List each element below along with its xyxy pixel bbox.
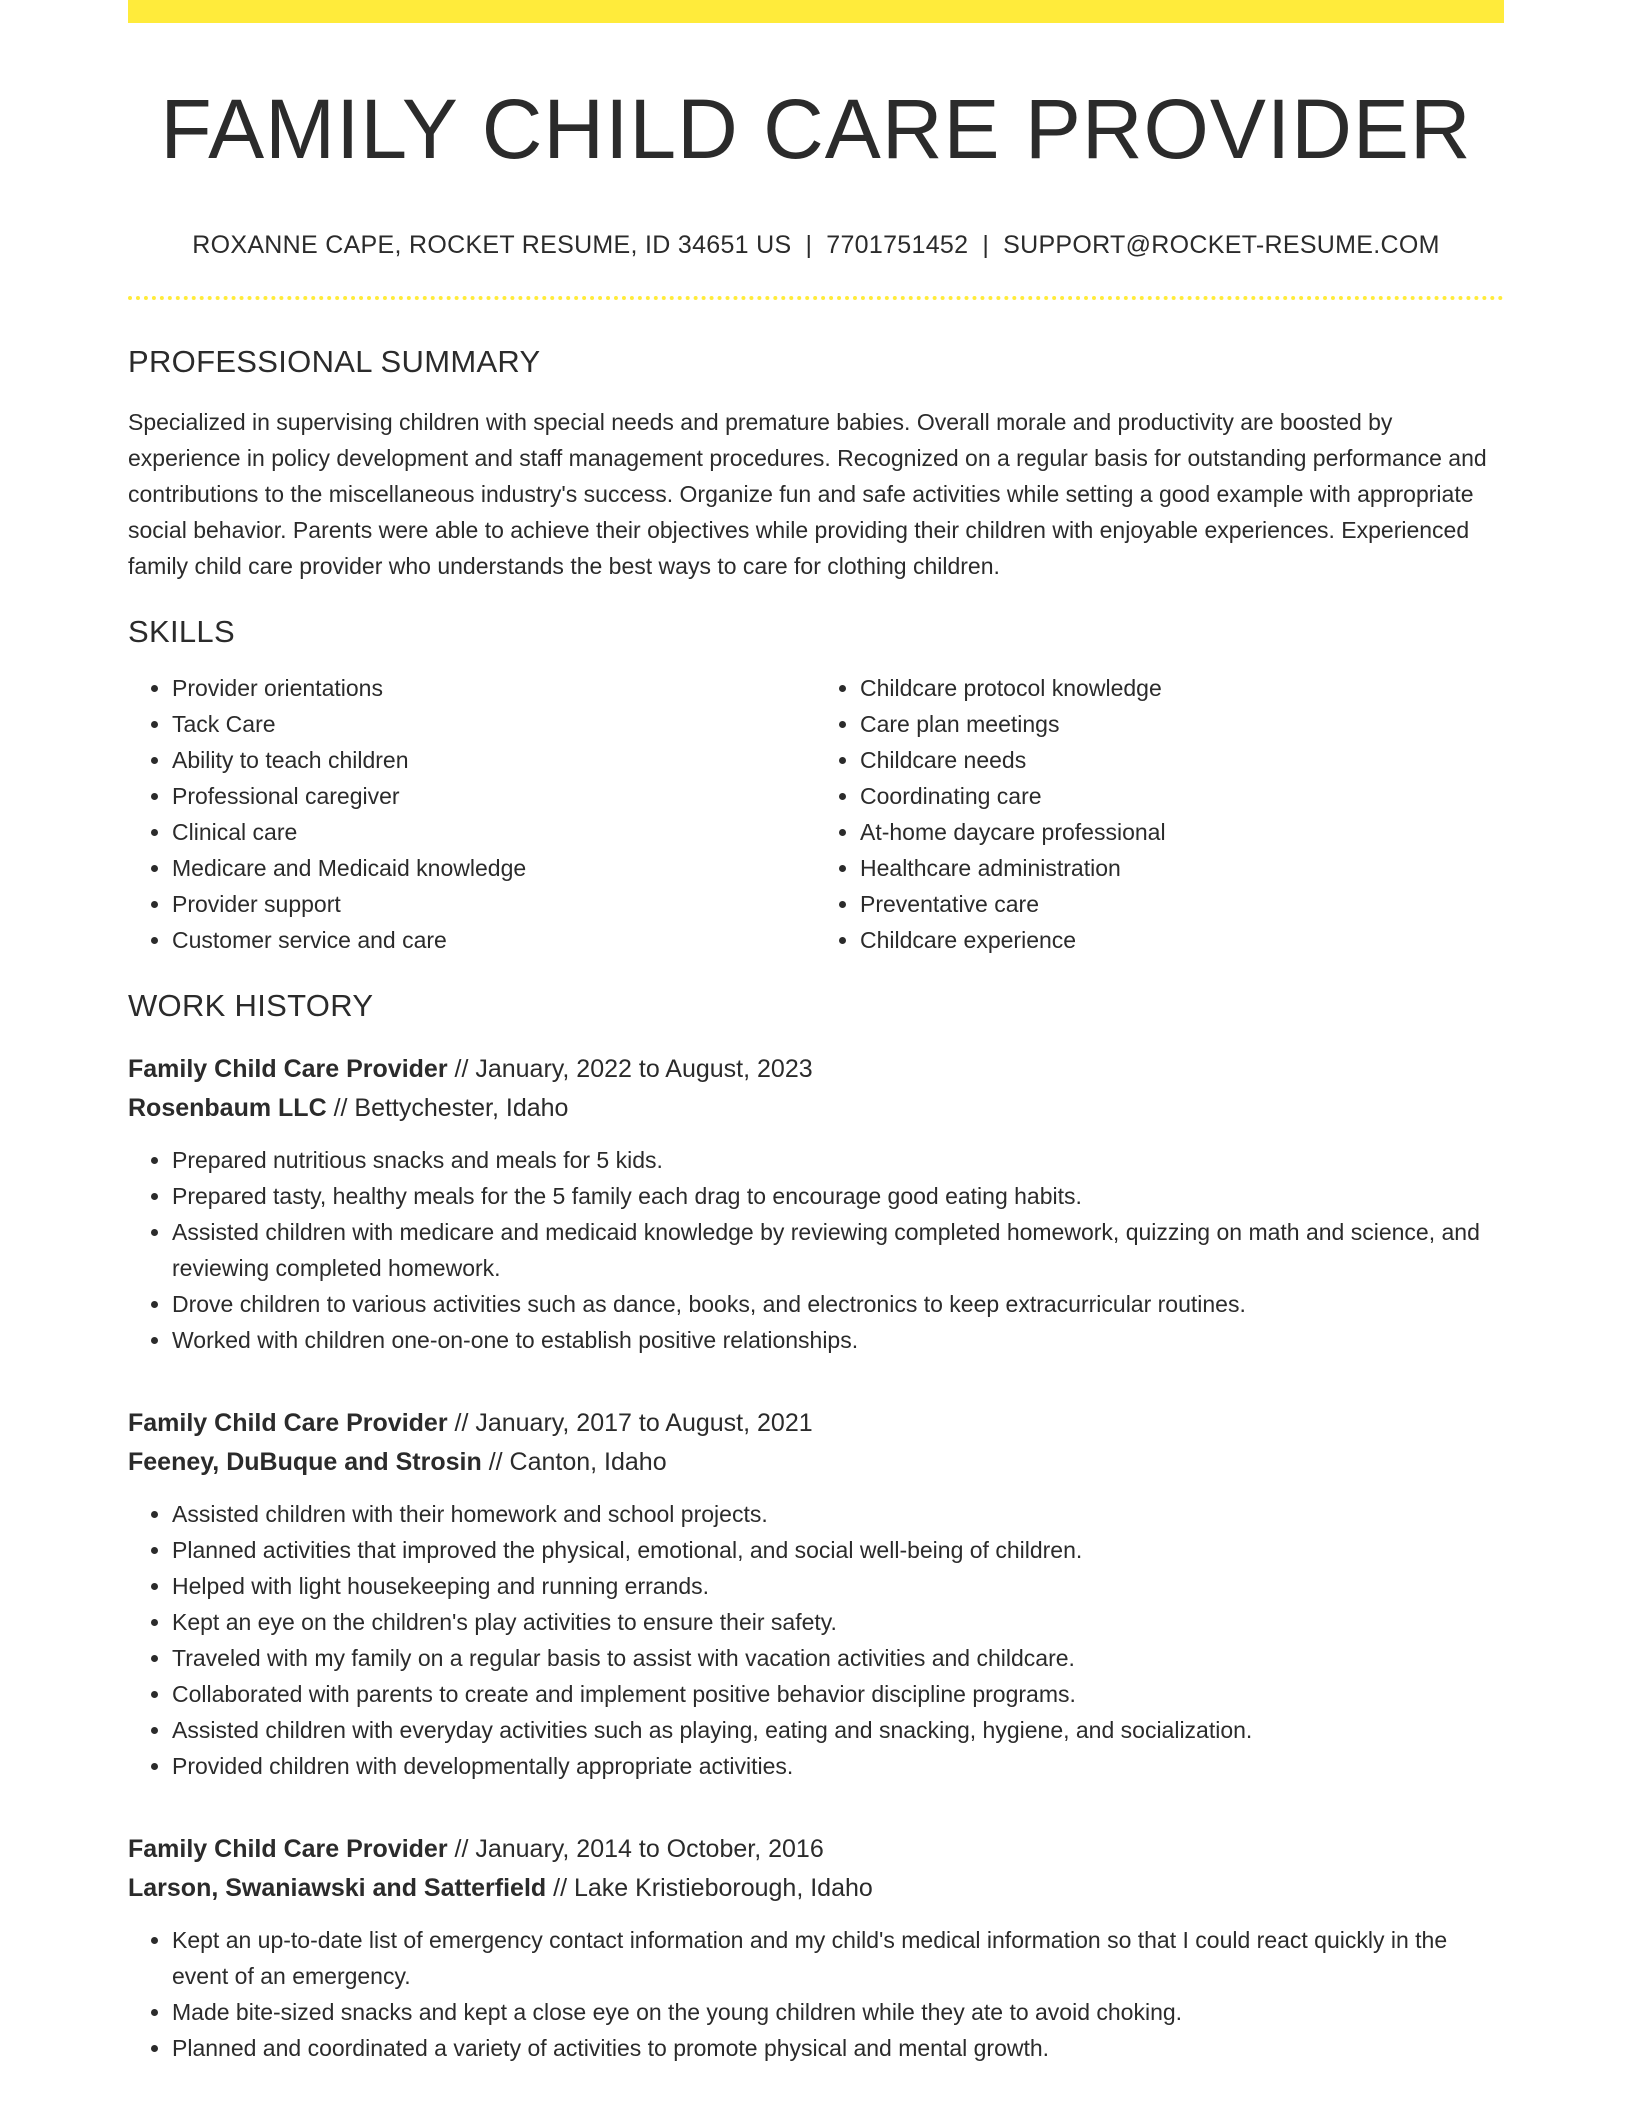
skill-item: • Tack Care [172,706,816,742]
job-bullet: • Traveled with my family on a regular basis to assist with vacation activities and childcare. [172,1640,1504,1676]
job-bullet: • Assisted children with everyday activities such as playing, eating and snacking, hygiene, and socialization. [172,1712,1504,1748]
skills-heading: SKILLS [128,614,235,650]
job-entry [128,1830,1504,2066]
contact-line [128,231,1504,260]
job-title-line [128,1404,1504,1443]
skill-item: • Clinical care [172,814,816,850]
job-location: // Bettychester, Idaho [326,1094,569,1123]
resume-page [128,0,1504,2066]
accent-top-bar [128,0,1504,23]
skill-item: • Childcare experience [860,922,1504,958]
job-dates: // January, 2017 to August, 2021 [447,1409,813,1438]
job-bullet: • Kept an up-to-date list of emergency contact information and my child's medical information so that I could react quickly in the event of an emergency. [172,1922,1504,1994]
job-bullet: • Collaborated with parents to create and implement positive behavior discipline programs. [172,1676,1504,1712]
skill-item: • Care plan meetings [860,706,1504,742]
job-bullets [128,1922,1504,2066]
job-location: // Canton, Idaho [481,1448,667,1477]
job-bullet: • Prepared nutritious snacks and meals for 5 kids. [172,1142,1504,1178]
job-company: Rosenbaum LLC [128,1094,327,1123]
skill-item: • Ability to teach children [172,742,816,778]
contact-email: SUPPORT@ROCKET-RESUME.COM [1003,231,1440,260]
skill-item: • Medicare and Medicaid knowledge [172,850,816,886]
work-history-heading: WORK HISTORY [128,988,374,1024]
skill-item: • Childcare protocol knowledge [860,670,1504,706]
job-company-line [128,1089,1504,1128]
skill-item: • Professional caregiver [172,778,816,814]
skill-item: • Provider orientations [172,670,816,706]
job-bullet: • Planned activities that improved the physical, emotional, and social well-being of children. [172,1532,1504,1568]
summary-text: Specialized in supervising children with special needs and premature babies. Overall morale and productivity are boosted by experience in policy development and staff management procedures. Recognized on a regular basis for outstanding performance and contributions to the miscellaneous industry's success. Organize fun and safe activities while setting a good example with appropriate social behavior. Parents were able to achieve their objectives while providing their children with enjoyable experiences. Experienced family child care provider who understands the best ways to care for clothing children. [128,409,1487,580]
contact-separator: | [805,231,813,260]
skill-item: • Childcare needs [860,742,1504,778]
job-bullets [128,1142,1504,1358]
skill-item: • Provider support [172,886,816,922]
skills-list [128,670,1504,958]
job-bullet: • Assisted children with their homework and school projects. [172,1496,1504,1532]
job-entry [128,1050,1504,1358]
skills-column-right [816,670,1504,958]
job-dates: // January, 2022 to August, 2023 [447,1055,813,1084]
resume-title: FAMILY CHILD CARE PROVIDER [160,82,1472,176]
job-bullet: • Kept an eye on the children's play activities to ensure their safety. [172,1604,1504,1640]
job-bullet: • Provided children with developmentally appropriate activities. [172,1748,1504,1784]
summary-heading: PROFESSIONAL SUMMARY [128,344,541,380]
job-title-line [128,1830,1504,1869]
job-title-line [128,1050,1504,1089]
job-company-line [128,1869,1504,1908]
job-bullet: • Planned and coordinated a variety of activities to promote physical and mental growth. [172,2030,1504,2066]
job-company-line [128,1443,1504,1482]
job-title: Family Child Care Provider [128,1055,448,1084]
job-location: // Lake Kristieborough, Idaho [546,1874,873,1903]
job-company: Larson, Swaniawski and Satterfield [128,1874,547,1903]
contact-phone: 7701751452 [826,231,969,260]
skill-item: • At-home daycare professional [860,814,1504,850]
skill-item: • Healthcare administration [860,850,1504,886]
contact-address: ROXANNE CAPE, ROCKET RESUME, ID 34651 US [192,231,792,260]
job-bullet: • Worked with children one-on-one to establish positive relationships. [172,1322,1504,1358]
job-title: Family Child Care Provider [128,1835,448,1864]
skill-item: • Preventative care [860,886,1504,922]
job-dates: // January, 2014 to October, 2016 [447,1835,824,1864]
job-company: Feeney, DuBuque and Strosin [128,1448,482,1477]
dotted-divider [128,296,1504,300]
skills-column-left [128,670,816,958]
job-bullet: • Prepared tasty, healthy meals for the 5 family each drag to encourage good eating habits. [172,1178,1504,1214]
job-bullet: • Helped with light housekeeping and running errands. [172,1568,1504,1604]
job-entry [128,1404,1504,1784]
skill-item: • Coordinating care [860,778,1504,814]
contact-separator: | [982,231,990,260]
job-bullet: • Made bite-sized snacks and kept a close eye on the young children while they ate to avoid choking. [172,1994,1504,2030]
job-bullet: • Drove children to various activities such as dance, books, and electronics to keep extracurricular routines. [172,1286,1504,1322]
skill-item: • Customer service and care [172,922,816,958]
job-bullet: • Assisted children with medicare and medicaid knowledge by reviewing completed homework, quizzing on math and science, and reviewing completed homework. [172,1214,1504,1286]
job-title: Family Child Care Provider [128,1409,448,1438]
job-bullets [128,1496,1504,1784]
